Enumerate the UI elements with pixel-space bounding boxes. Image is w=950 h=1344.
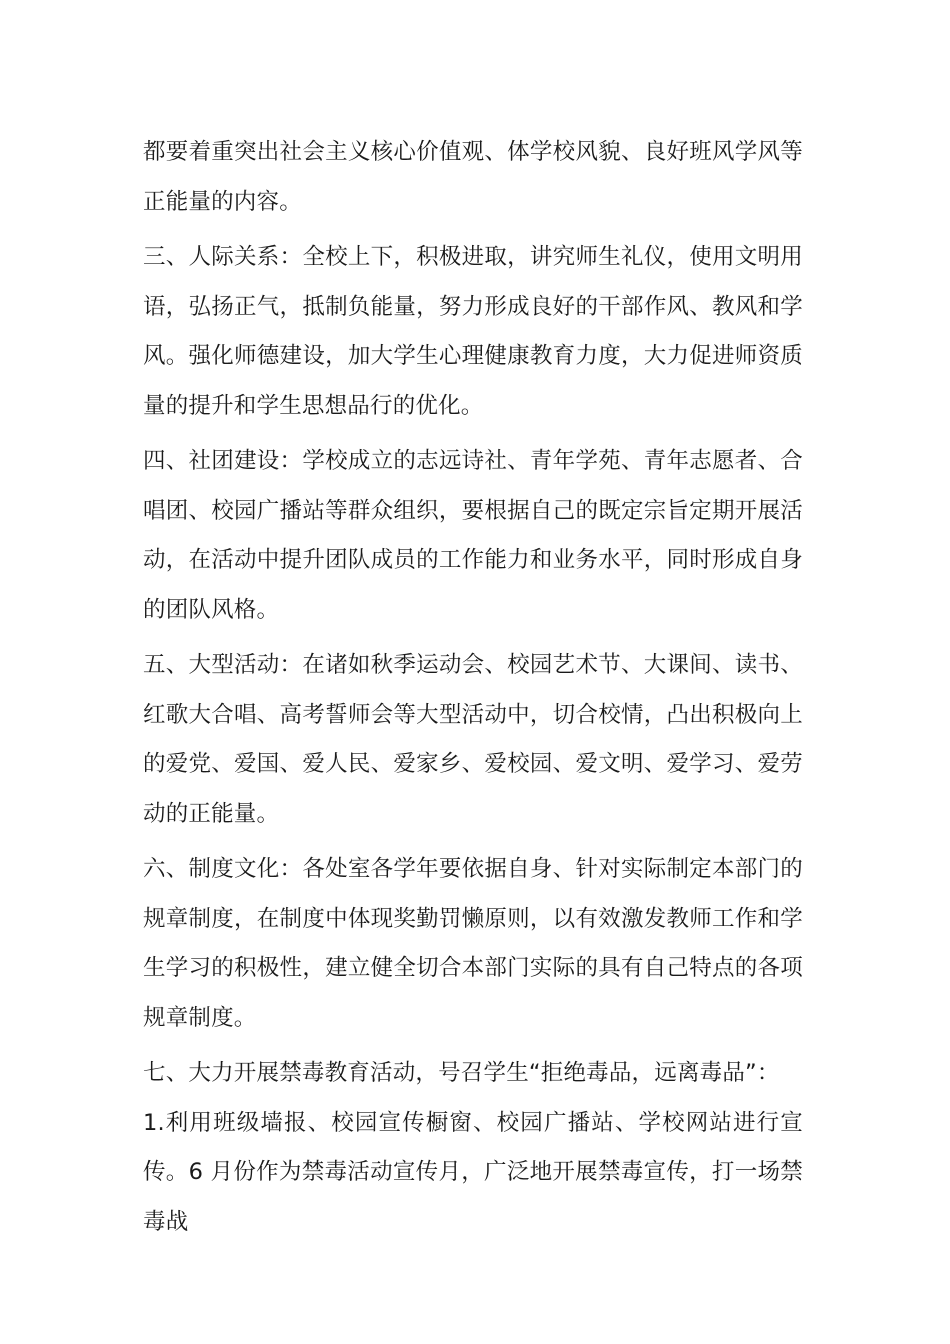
paragraph-interpersonal-relations: 三、人际关系：全校上下，积极进取，讲究师生礼仪，使用文明用语，弘扬正气，抵制负能量，努力形成良好的干部作风、教风和学风。强化师德建设，加大学生心理健康教育力度，大力促进师资质量的提升和学生思想品行的优化。 [143,244,803,419]
paragraph-intro-continuation: 都要着重突出社会主义核心价值观、体学校风貌、良好班风学风等正能量的内容。 [143,139,803,215]
paragraph-club-building: 四、社团建设：学校成立的志远诗社、青年学苑、青年志愿者、合唱团、校园广播站等群众组织，要根据自己的既定宗旨定期开展活动，在活动中提升团队成员的工作能力和业务水平，同时形成自身的团队风格。 [143,448,803,623]
paragraph-institutional-culture: 六、制度文化：各处室各学年要依据自身、针对实际制定本部门的规章制度，在制度中体现奖勤罚懒原则，以有效激发教师工作和学生学习的积极性，建立健全切合本部门实际的具有自己特点的各项规章制度。 [143,856,803,1031]
paragraph-large-activities: 五、大型活动：在诸如秋季运动会、校园艺术节、大课间、读书、红歌大合唱、高考誓师会等大型活动中，切合校情，凸出积极向上的爱党、爱国、爱人民、爱家乡、爱校园、爱文明、爱学习、爱劳动的正能量。 [143,652,803,827]
document-body [143,128,803,1253]
paragraph-anti-drug-item-1: 1.利用班级墙报、校园宣传橱窗、校园广播站、学校网站进行宣传。6 月份作为禁毒活动宣传月，广泛地开展禁毒宣传，打一场禁毒战 [143,1109,803,1235]
paragraph-anti-drug-heading: 七、大力开展禁毒教育活动，号召学生“拒绝毒品，远离毒品”： [143,1060,780,1086]
